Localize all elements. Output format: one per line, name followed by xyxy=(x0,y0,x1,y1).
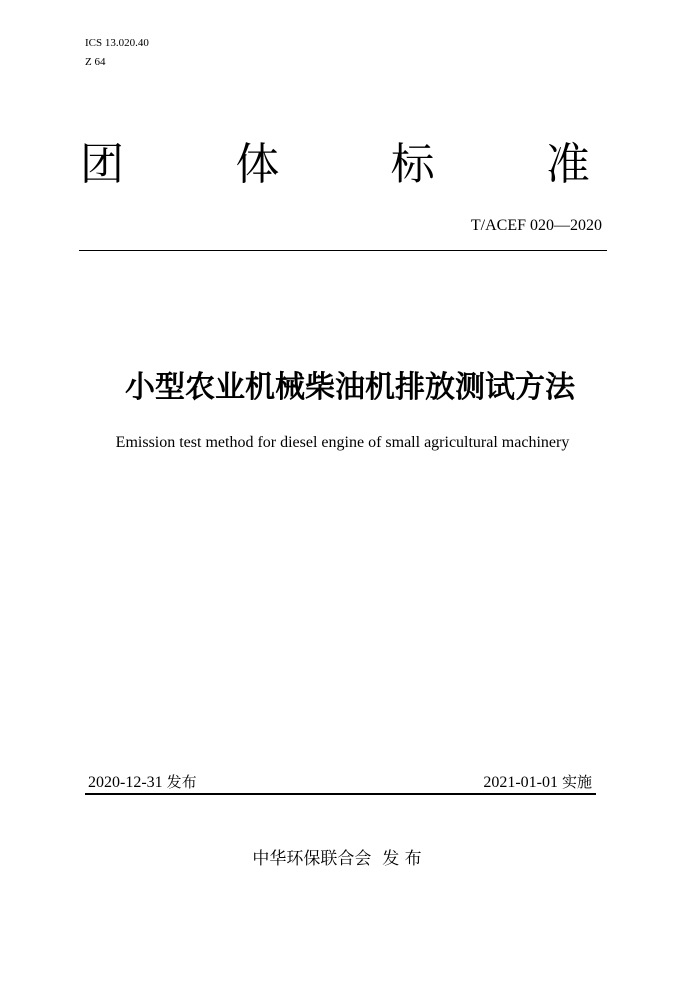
english-title: Emission test method for diesel engine of small agricultural machinery xyxy=(115,434,570,451)
footer-divider xyxy=(85,793,596,795)
standard-type-char: 团 xyxy=(80,139,124,190)
issue-label: 发布 xyxy=(166,773,197,791)
standard-type-char: 标 xyxy=(390,139,435,190)
ics-code: ICS 13.020.40 xyxy=(85,37,149,49)
chinese-title: 小型农业机械柴油机排放测试方法 xyxy=(125,370,575,405)
implementation-label: 实施 xyxy=(561,773,592,791)
implementation-date: 2021-01-01 xyxy=(483,774,558,791)
standard-number: T/ACEF 020—2020 xyxy=(470,217,602,234)
publisher-line: 中华环保联合会 发 布 xyxy=(252,849,422,869)
implementation-date-line xyxy=(483,771,592,794)
header-divider xyxy=(79,250,607,251)
ccs-code: Z 64 xyxy=(85,56,106,68)
issue-date-line xyxy=(88,771,197,794)
issue-date: 2020-12-31 xyxy=(88,774,163,791)
standard-type-heading xyxy=(80,140,590,190)
standard-type-char: 体 xyxy=(235,139,280,190)
standard-type-char: 准 xyxy=(545,139,590,190)
